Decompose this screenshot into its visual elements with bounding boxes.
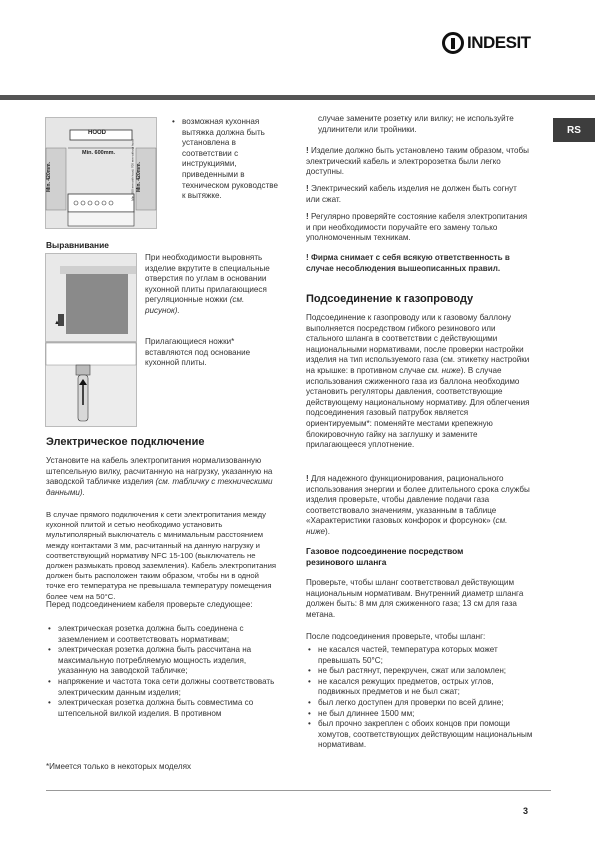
gas-p1-a: Подсоединение к газопроводу или к газовому баллону выполняется посредством гибкого резинового или стального шланга в соответствии с действующими национальными нормативами, после проверки настройки изделия на тип используемого газа (см. этикетку настройки на крышке: в противном случае bbox=[306, 313, 530, 375]
leveling-figure-top bbox=[45, 253, 137, 342]
electrical-p1 bbox=[46, 456, 280, 498]
list-item: • электрическая розетка должна быть соединена с заземлением и соответствовать нормативам; bbox=[46, 624, 284, 645]
leveling-text bbox=[145, 253, 275, 317]
leveling-title: Выравнивание bbox=[46, 240, 109, 250]
hose-p1: Проверьте, чтобы шланг соответствовал действующим национальным нормативам. Внутренний диаметр шланга должен быть: 8 мм для сжиженного газа; 13 см для газа метана. bbox=[306, 578, 524, 619]
hose-p2: После подсоединения проверьте, чтобы шланг: bbox=[306, 632, 486, 641]
gas-title: Подсоединение к газопроводу bbox=[306, 293, 474, 305]
warning-5-a: Для надежного функционирования, рационального использования энергии и более длительного срока службы изделия проверьте, чтобы давление подачи газа соответствовало значениям, указанным в таблице «Характеристики газовых конфорок и форсунок» ( bbox=[306, 474, 530, 526]
list-item: • был легко доступен для проверки по всей длине; bbox=[306, 698, 536, 709]
gas-p1 bbox=[306, 313, 532, 451]
electrical-p2: В случае прямого подключения к сети электропитания между кухонной плитой и сетью необходимо установить мультиполярный выключатель с минимальным расстоянием между контактами 3 мм, расчитанный на данную нагрузку и соответствующий нормативу NFC 15-100 (выключатель не должен размыкать провод заземления). Кабель электропитания должен быть расположен таким образом, чтобы ни в одной точке его температура не превышала температуру помещения более чем на 50°C. bbox=[46, 510, 277, 601]
language-tab: RS bbox=[553, 118, 595, 142]
gas-p1-b: ). В случае использования сжиженного газа из баллона необходимо установить регуляторы давления, соответствующие действующему национальному нормативу. Для облегчения подсоединения газовый патрубок является ориентируемым*: поменяйте местами крепежную блокировочную гайку на заглушку и замените прилагающееся уплотнение. bbox=[306, 365, 530, 450]
warning-4-text: Фирма снимает с себя всякую ответственность в случае несоблюдения вышеописанных правил. bbox=[306, 253, 510, 273]
electrical-checklist bbox=[46, 624, 284, 719]
warning-4 bbox=[306, 253, 532, 274]
indesit-power-icon bbox=[442, 32, 464, 54]
min-600-label: Min. 600mm. bbox=[82, 150, 116, 156]
leveling-text-main: При необходимости выровнять изделие вкрутите в специальные отверстия по углам в основании кухонной плиты прилагающиеся регуляционные ножки bbox=[145, 253, 270, 305]
warning-5-ref: см. ниже bbox=[306, 516, 508, 536]
list-item: • напряжение и частота тока сети должны соответствовать электрическим данным изделия; bbox=[46, 677, 284, 698]
leveling-corner-diagram bbox=[46, 254, 136, 341]
warning-icon: ! bbox=[306, 146, 309, 155]
hood-note-list bbox=[170, 117, 278, 202]
warning-2-text: Электрический кабель изделия не должен быть согнут или сжат. bbox=[306, 184, 517, 204]
indesit-logo bbox=[442, 28, 567, 58]
warning-2 bbox=[306, 184, 532, 205]
list-item: • был прочно закреплен с обоих концов при помощи хомутов, соответствующих действующим национальным нормативам. bbox=[306, 719, 536, 751]
warning-3 bbox=[306, 212, 532, 244]
list-item: • не был растянут, перекручен, сжат или заломлен; bbox=[306, 666, 536, 677]
warning-5 bbox=[306, 474, 532, 538]
warning-icon: ! bbox=[306, 253, 309, 262]
warning-icon: ! bbox=[306, 474, 309, 483]
hose-title: Газовое подсоединение посредством резинового шланга bbox=[306, 546, 464, 567]
list-item: • не касался режущих предметов, острых углов, подвижных предметов и не был сжат; bbox=[306, 677, 536, 698]
warning-1 bbox=[306, 146, 532, 178]
leveling-text-ref: (см. рисунок). bbox=[145, 295, 245, 315]
warning-icon: ! bbox=[306, 212, 309, 221]
svg-text:▲: ▲ bbox=[54, 320, 60, 326]
feet-text: Прилагающиеся ножки* вставляются под основание кухонной плиты. bbox=[145, 337, 251, 368]
brand-name: INDESIT bbox=[467, 33, 531, 52]
list-item: • электрическая розетка должна быть рассчитана на максимальную потребляемую мощность изделия, указанную на заводской табличке; bbox=[46, 645, 284, 677]
min-420-right-label: Min. 420mm. bbox=[136, 161, 143, 193]
electrical-p1-main: Установите на кабель электропитания нормализованную штепсельную вилку, расчитанную на нагрузку, указанную на заводской табличке изделия bbox=[46, 456, 273, 487]
electrical-p1-ref: (см. табличку с техническими данными). bbox=[46, 477, 273, 497]
hose-checklist bbox=[306, 645, 536, 751]
gas-p1-ref: см. ниже bbox=[427, 365, 461, 375]
warning-icon: ! bbox=[306, 184, 309, 193]
continued-text: случае замените розетку или вилку; не используйте удлинители или тройники. bbox=[318, 114, 514, 134]
warning-3-text: Регулярно проверяйте состояние кабеля электропитания и при необходимости поручайте его замену только уполномоченным техникам. bbox=[306, 212, 528, 243]
list-item: • не был длиннее 1500 мм; bbox=[306, 709, 536, 720]
leveling-foot-diagram bbox=[46, 343, 136, 426]
footnote: *Имеется только в некоторых моделях bbox=[46, 762, 192, 771]
warning-1-text: Изделие должно быть установлено таким образом, чтобы электрический кабель и электророзетка были легко доступны. bbox=[306, 146, 529, 177]
page-number: 3 bbox=[523, 806, 529, 816]
hood-note: • возможная кухонная вытяжка должна быть установлена в соответствии с инструкциями, приведенными в техническом руководстве к вытяжке. bbox=[170, 117, 278, 202]
warning-5-b: ). bbox=[325, 526, 330, 536]
electrical-p3: Перед подсоединением кабеля проверьте следующее: bbox=[46, 600, 253, 609]
min-420-left-label: Min. 420mm. bbox=[46, 161, 53, 193]
header-rule bbox=[0, 95, 595, 100]
hood-label: HOOD bbox=[88, 130, 106, 136]
leveling-figure-bottom bbox=[45, 342, 137, 427]
footer-rule bbox=[46, 790, 551, 791]
min-650-label: Min. 650 mm with hood; 700 mm without hood bbox=[130, 139, 135, 201]
electrical-title: Электрическое подключение bbox=[46, 436, 205, 448]
list-item: • электрическая розетка должна быть совместима со штепсельной вилкой изделия. В противном bbox=[46, 698, 284, 719]
installation-figure bbox=[45, 117, 157, 229]
list-item: • не касался частей, температура которых может превышать 50°C; bbox=[306, 645, 536, 666]
